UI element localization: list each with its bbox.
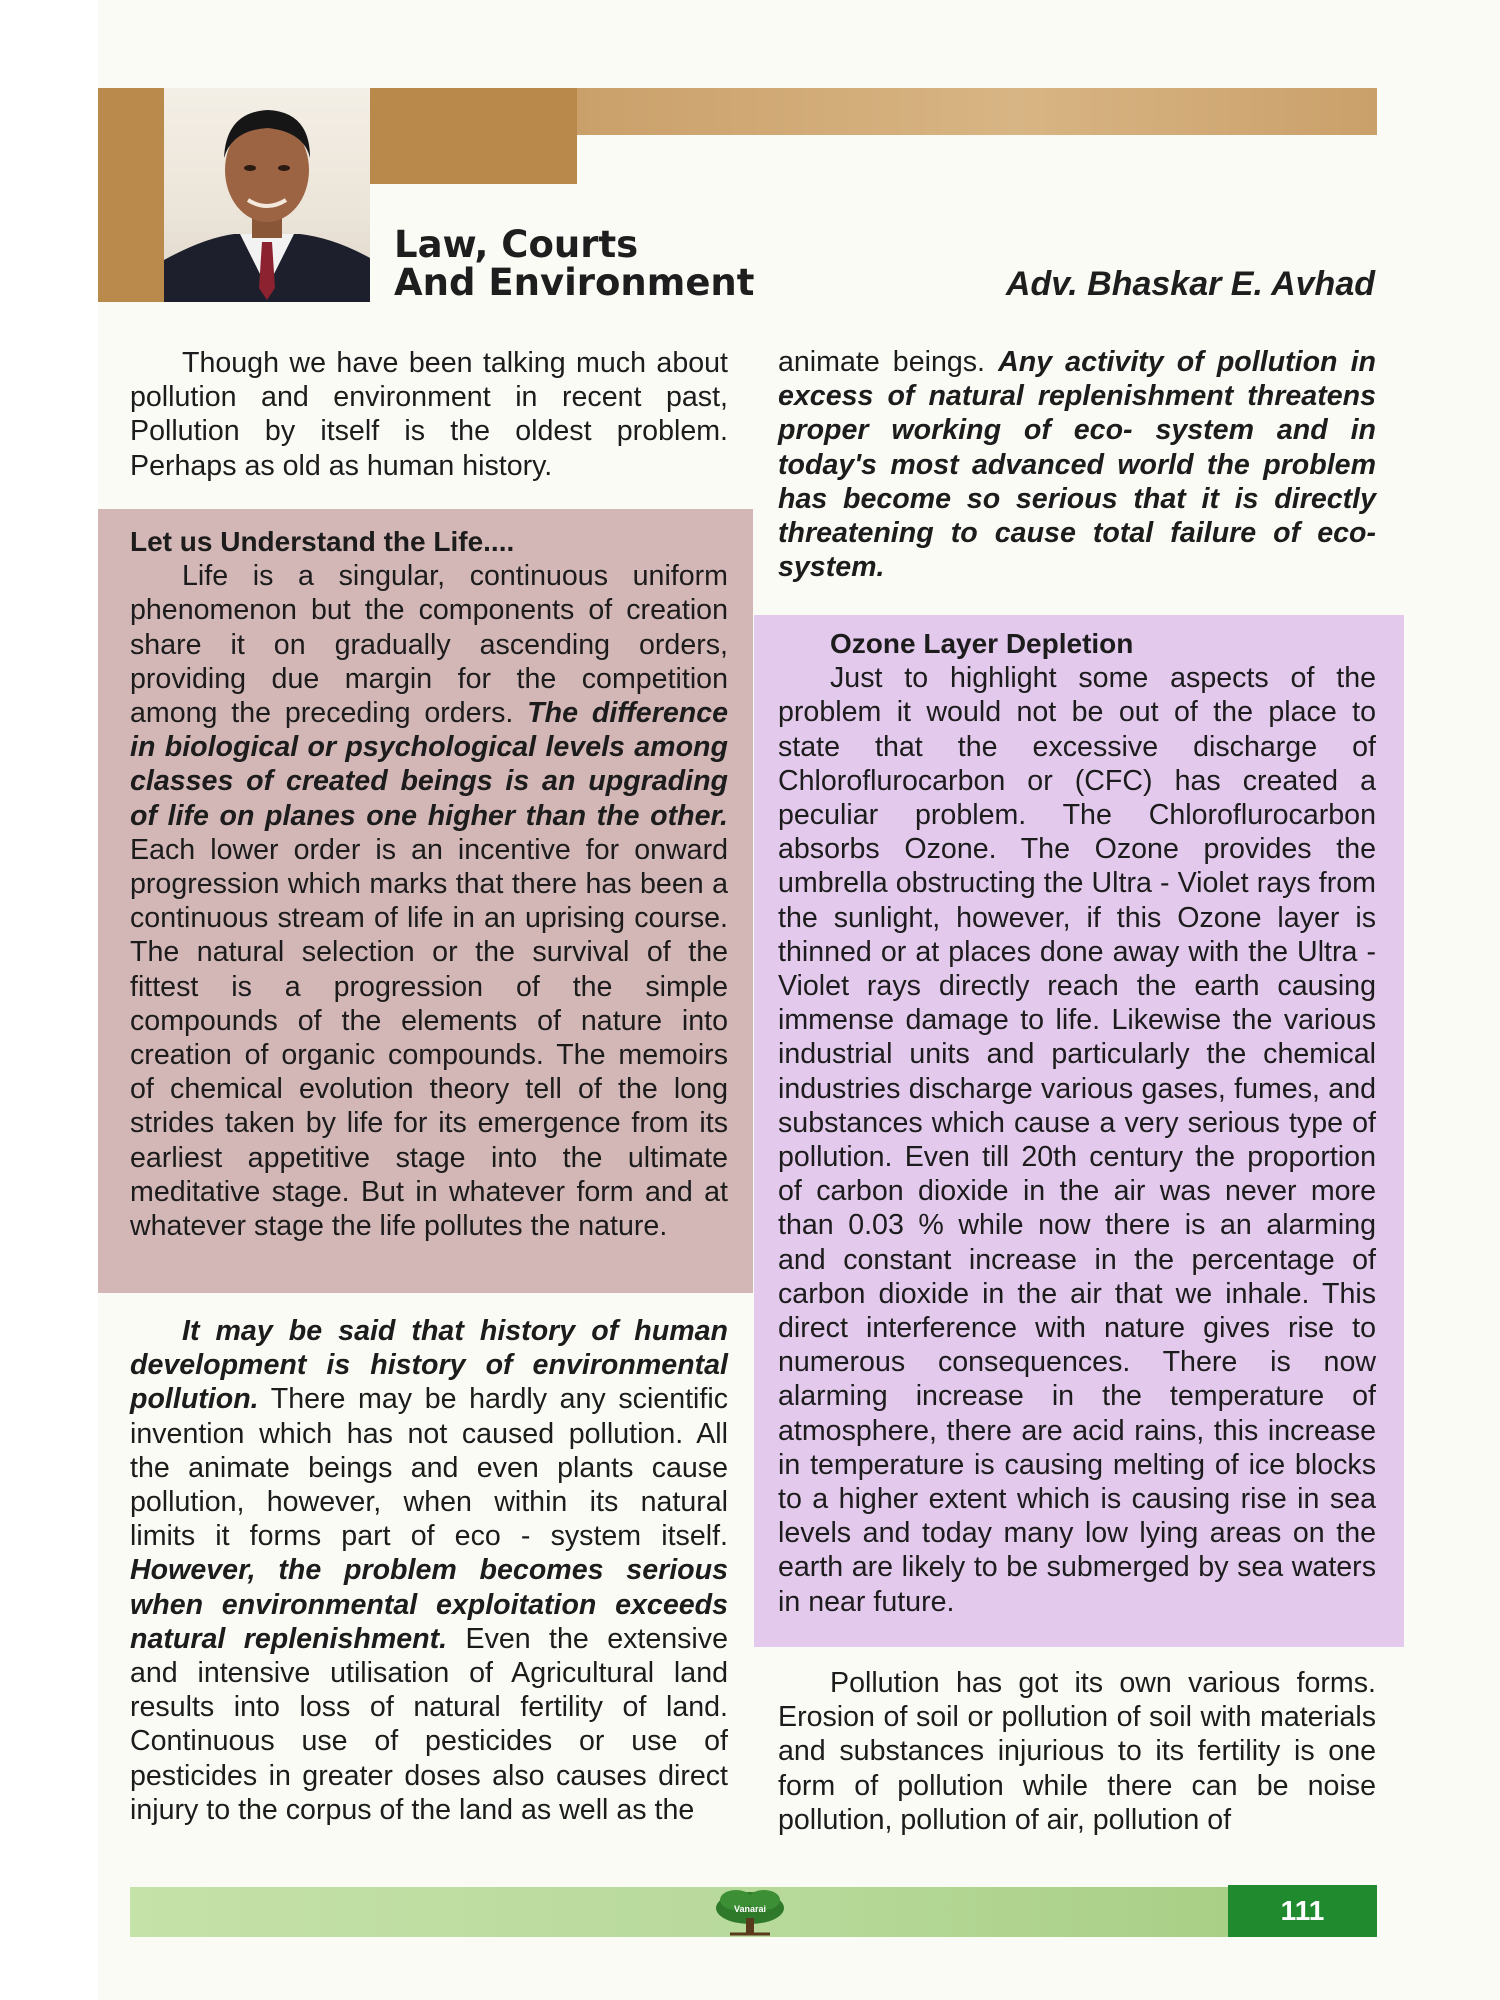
header-band-left <box>98 88 164 302</box>
author-photo <box>164 88 370 302</box>
life-text-b: Each lower order is an incentive for onward progression which marks that there has been a continuous stream of life in an uprising course. The natural selection or the survival of the fittest is a progression of the simple compounds of the elements of nature into creation of organic compounds. The memoirs of chemical evolution theory tell of the long strides taken by life for its emergence from its earliest appetitive stage into the ultimate meditative stage. But in whatever form and at whatever stage the life pollutes the nature. <box>130 833 728 1243</box>
article-title-line-2: And Environment <box>394 261 755 304</box>
page-number: 111 <box>1228 1885 1377 1937</box>
continuation-paragraph <box>778 345 1376 584</box>
history-text-b: Even the extensive and intensive utilisation of Agricultural land results into loss of natural fertility of land. Continuous use of pesticides or use of pesticides in greater doses also causes direct injury to the corpus of the land as well as the <box>130 1622 728 1826</box>
header-band-middle <box>370 88 577 184</box>
footer-bar <box>130 1887 1228 1937</box>
pollution-forms-paragraph <box>778 1666 1376 1837</box>
continuation-emphasis: Any activity of pollution in excess of natural replenishment threatens proper working of eco- system and in today's most advanced world the problem has become so serious that it is directly threatening to cause total failure of eco-system. <box>778 346 1376 584</box>
intro-text: Though we have been talking much about pollution and environment in recent past, Pollution by itself is the oldest problem. Perhaps as old as human history. <box>130 347 728 482</box>
history-emphasis-a: It may be said that history of human development is history of environmental pollution. <box>130 1315 728 1416</box>
author-name: Adv. Bhaskar E. Avhad <box>1005 265 1375 303</box>
tree-logo-icon <box>712 1886 788 1938</box>
life-section-paragraph <box>130 525 728 1243</box>
article-title <box>394 223 755 304</box>
continuation-text: animate beings. <box>778 346 999 378</box>
life-section-heading: Let us Understand the Life.... <box>130 526 515 557</box>
history-text-a: There may be hardly any scientific invention which has not caused pollution. All the animate beings and even plants cause pollution, however, when within its natural limits it forms part of eco - system itself. <box>130 1383 728 1553</box>
footer-logo <box>712 1886 788 1938</box>
ozone-text: Just to highlight some aspects of the problem it would not be out of the place to state that the excessive discharge of Chloroflurocarbon or (CFC) has created a peculiar problem. The Chloroflurocarbon absorbs Ozone. The Ozone provides the umbrella obstructing the Ultra - Violet rays from the sunlight, however, if this Ozone layer is thinned or at places done away with the Ultra - Violet rays directly reach the earth causing immense damage to life. Likewise the various industrial units and particularly the chemical industries discharge various gases, fumes, and substances which cause a very serious type of pollution. Even till 20th century the proportion of carbon dioxide in the air was never more than 0.03 % while now there is an alarming and constant increase in the percentage of carbon dioxide in the air that we inhale. This direct interference with nature gives rise to numerous consequences. There is now alarming increase in the temperature of atmosphere, there are acid rains, this increase in temperature is causing melting of ice blocks to a higher extent which is causing rise in sea levels and today many low lying areas on the earth are likely to be submerged by sea waters in near future. <box>778 662 1376 1618</box>
article-title-line-1: Law, Courts <box>394 223 639 266</box>
footer-logo-text: Vanarai <box>733 1904 767 1914</box>
author-portrait-graphic <box>164 88 370 302</box>
history-emphasis-b: However, the problem becomes serious when environmental exploitation exceeds natural replenishment. <box>130 1554 728 1655</box>
ozone-section-heading: Ozone Layer Depletion <box>830 628 1134 659</box>
pollution-forms-text: Pollution has got its own various forms. Erosion of soil or pollution of soil with materials and substances injurious to its fertility is one form of pollution while there can be noise pollution, pollution of air, pollution of <box>778 1667 1376 1836</box>
ozone-section-paragraph <box>778 627 1376 1619</box>
life-text-a: Life is a singular, continuous uniform phenomenon but the components of creation share it on gradually ascending orders, providing due margin for the competition among the preceding orders. <box>130 560 728 730</box>
life-text-emphasis: The difference in biological or psychological levels among classes of created beings is an upgrading of life on planes one higher than the other. <box>130 697 728 832</box>
intro-paragraph <box>130 346 728 483</box>
header-band-right <box>577 88 1377 135</box>
history-paragraph <box>130 1314 728 1827</box>
